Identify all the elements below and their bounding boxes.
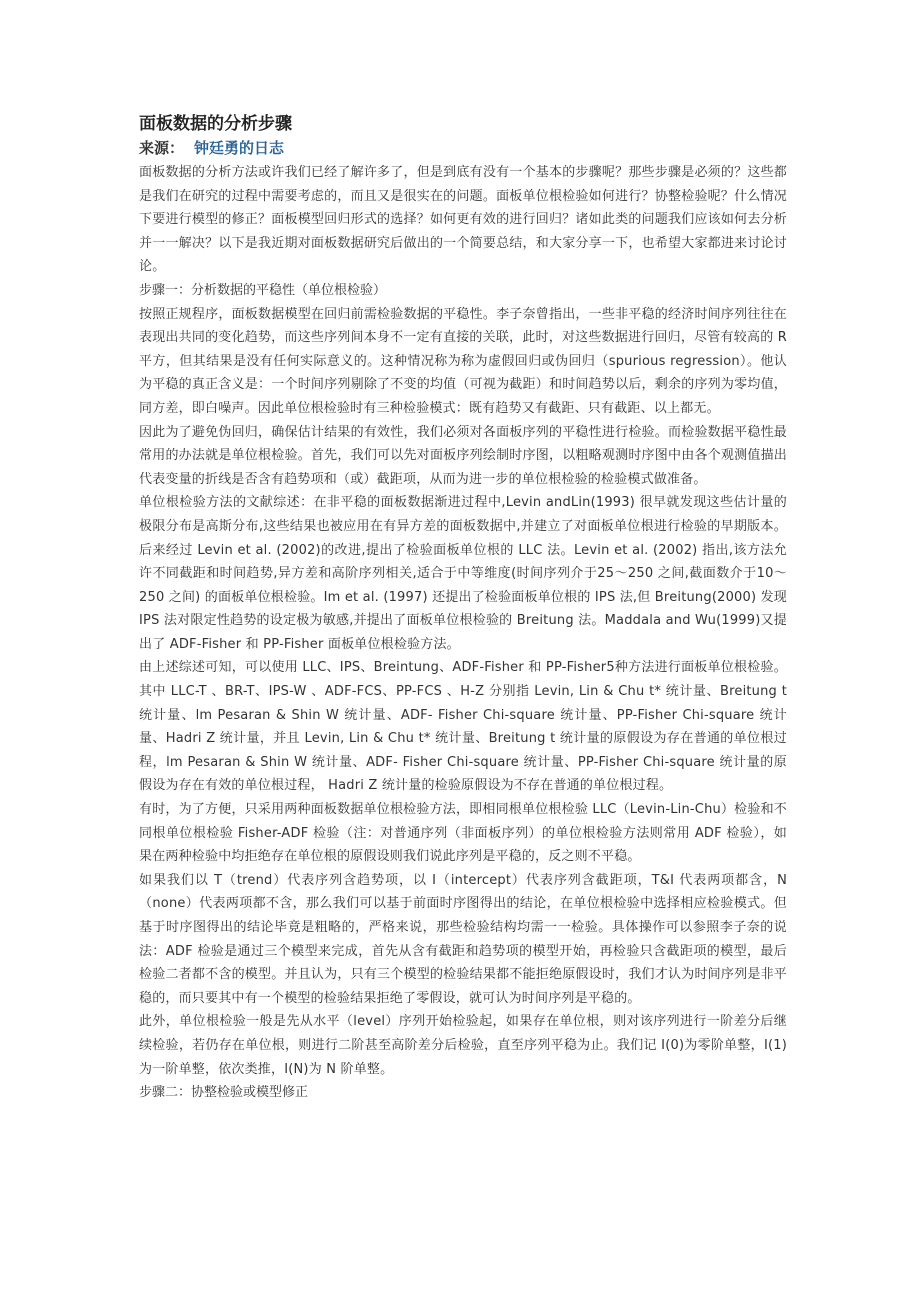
test-modes-paragraph: 如果我们以 T（trend）代表序列含趋势项，以 I（intercept）代表序列含截距项，T&I 代表两项都含，N（none）代表两项都不含，那么我们可以基于前面时序图得出的结论，在单位根检验中选择相应检验模式。但基于时序图得出的结论毕竟是粗略的，严格来说，那些检验结构均需一一检验。具体操作可以参照李子奈的说法：ADF 检验是通过三个模型来完成，首先从含有截距和趋势项的模型开始，再检验只含截距项的模型，最后检验二者都不含的模型。并且认为，只有三个模型的检验结果都不能拒绝原假设时，我们才认为时间序列是非平稳的，而只要其中有一个模型的检验结果拒绝了零假设，就可认为时间序列是平稳的。 [139,872,787,1006]
test-methods-paragraph: 由上述综述可知，可以使用 LLC、IPS、Breintung、ADF-Fisher 和 PP-Fisher5种方法进行面板单位根检验。其中 LLC-T 、BR-T、IPS-W 、ADF-FCS、PP-FCS 、H-Z 分别指 Levin, Lin & Chu t* 统计量、Breitung t 统计量、lm Pesaran & Shin W 统计量、ADF- Fisher Chi-square 统计量、PP-Fisher Chi-square 统计量、Hadri Z 统计量，并且 Levin, Lin & Chu t* 统计量、Breitung t 统计量的原假设为存在普通的单位根过程，lm Pesaran & Shin W 统计量、ADF- Fisher Chi-square 统计量、PP-Fisher Chi-square 统计量的原假设为存在有效的单位根过程， Hadri Z 统计量的检验原假设为不存在普通的单位根过程。 [139,660,787,794]
intro-paragraph: 面板数据的分析方法或许我们已经了解许多了，但是到底有没有一个基本的步骤呢？那些步骤是必须的？这些都是我们在研究的过程中需要考虑的，而且又是很实在的问题。面板单位根检验如何进行？协整检验呢？什么情况下要进行模型的修正？面板模型回归形式的选择？如何更有效的进行回归？诸如此类的问题我们应该如何去分析并一一解决？以下是我近期对面板数据研究后做出的一个简要总结，和大家分享一下，也希望大家都进来讨论讨论。 [139,165,787,275]
two-methods-paragraph: 有时，为了方便，只采用两种面板数据单位根检验方法，即相同根单位根检验 LLC（Levin-Lin-Chu）检验和不同根单位根检验 Fisher-ADF 检验（注：对普通序列（非面板序列）的单位根检验方法则常用 ADF 检验），如果在两种检验中均拒绝存在单位根的原假设则我们说此序列是平稳的，反之则不平稳。 [139,802,787,865]
source-label: 来源： [139,139,185,157]
integration-order-paragraph: 此外，单位根检验一般是先从水平（level）序列开始检验起，如果存在单位根，则对该序列进行一阶差分后继续检验，若仍存在单位根，则进行二阶甚至高阶差分后检验，直至序列平稳为止。我们记 I(0)为零阶单整，I(1)为一阶单整，依次类推，I(N)为 N 阶单整。 [139,1014,787,1077]
article-source [139,137,787,159]
article [139,113,787,1105]
spurious-regression-paragraph: 因此为了避免伪回归，确保估计结果的有效性，我们必须对各面板序列的平稳性进行检验。而检验数据平稳性最常用的办法就是单位根检验。首先，我们可以先对面板序列绘制时序图，以粗略观测时序图中由各个观测值描出代表变量的折线是否含有趋势项和（或）截距项，从而为进一步的单位根检验的检验模式做准备。 [139,424,787,487]
source-link[interactable]: 钟廷勇的日志 [194,139,285,157]
stationarity-paragraph: 按照正规程序，面板数据模型在回归前需检验数据的平稳性。李子奈曾指出，一些非平稳的经济时间序列往往在表现出共同的变化趋势，而这些序列间本身不一定有直接的关联，此时，对这些数据进行回归，尽管有较高的 R 平方，但其结果是没有任何实际意义的。这种情况称为称为虚假回归或伪回归（spurious regression）。他认为平稳的真正含义是：一个时间序列剔除了不变的均值（可视为截距）和时间趋势以后，剩余的序列为零均值，同方差，即白噪声。因此单位根检验时有三种检验模式：既有趋势又有截距、只有截距、以上都无。 [139,306,787,416]
step-two-heading: 步骤二：协整检验或模型修正 [139,1085,309,1101]
step-one-heading: 步骤一：分析数据的平稳性（单位根检验） [139,282,387,298]
literature-review-paragraph: 单位根检验方法的文献综述：在非平稳的面板数据渐进过程中,Levin andLin(1993) 很早就发现这些估计量的极限分布是高斯分布,这些结果也被应用在有异方差的面板数据中,并建立了对面板单位根进行检验的早期版本。后来经过 Levin et al. (2002)的改进,提出了检验面板单位根的 LLC 法。Levin et al. (2002) 指出,该方法允许不同截距和时间趋势,异方差和高阶序列相关,适合于中等维度(时间序列介于25～250 之间,截面数介于10～250 之间) 的面板单位根检验。Im et al. (1997) 还提出了检验面板单位根的 IPS 法,但 Breitung(2000) 发现 IPS 法对限定性趋势的设定极为敏感,并提出了面板单位根检验的 Breitung 法。Maddala and Wu(1999)又提出了 ADF-Fisher 和 PP-Fisher 面板单位根检验方法。 [139,495,787,652]
article-title: 面板数据的分析步骤 [139,114,292,134]
